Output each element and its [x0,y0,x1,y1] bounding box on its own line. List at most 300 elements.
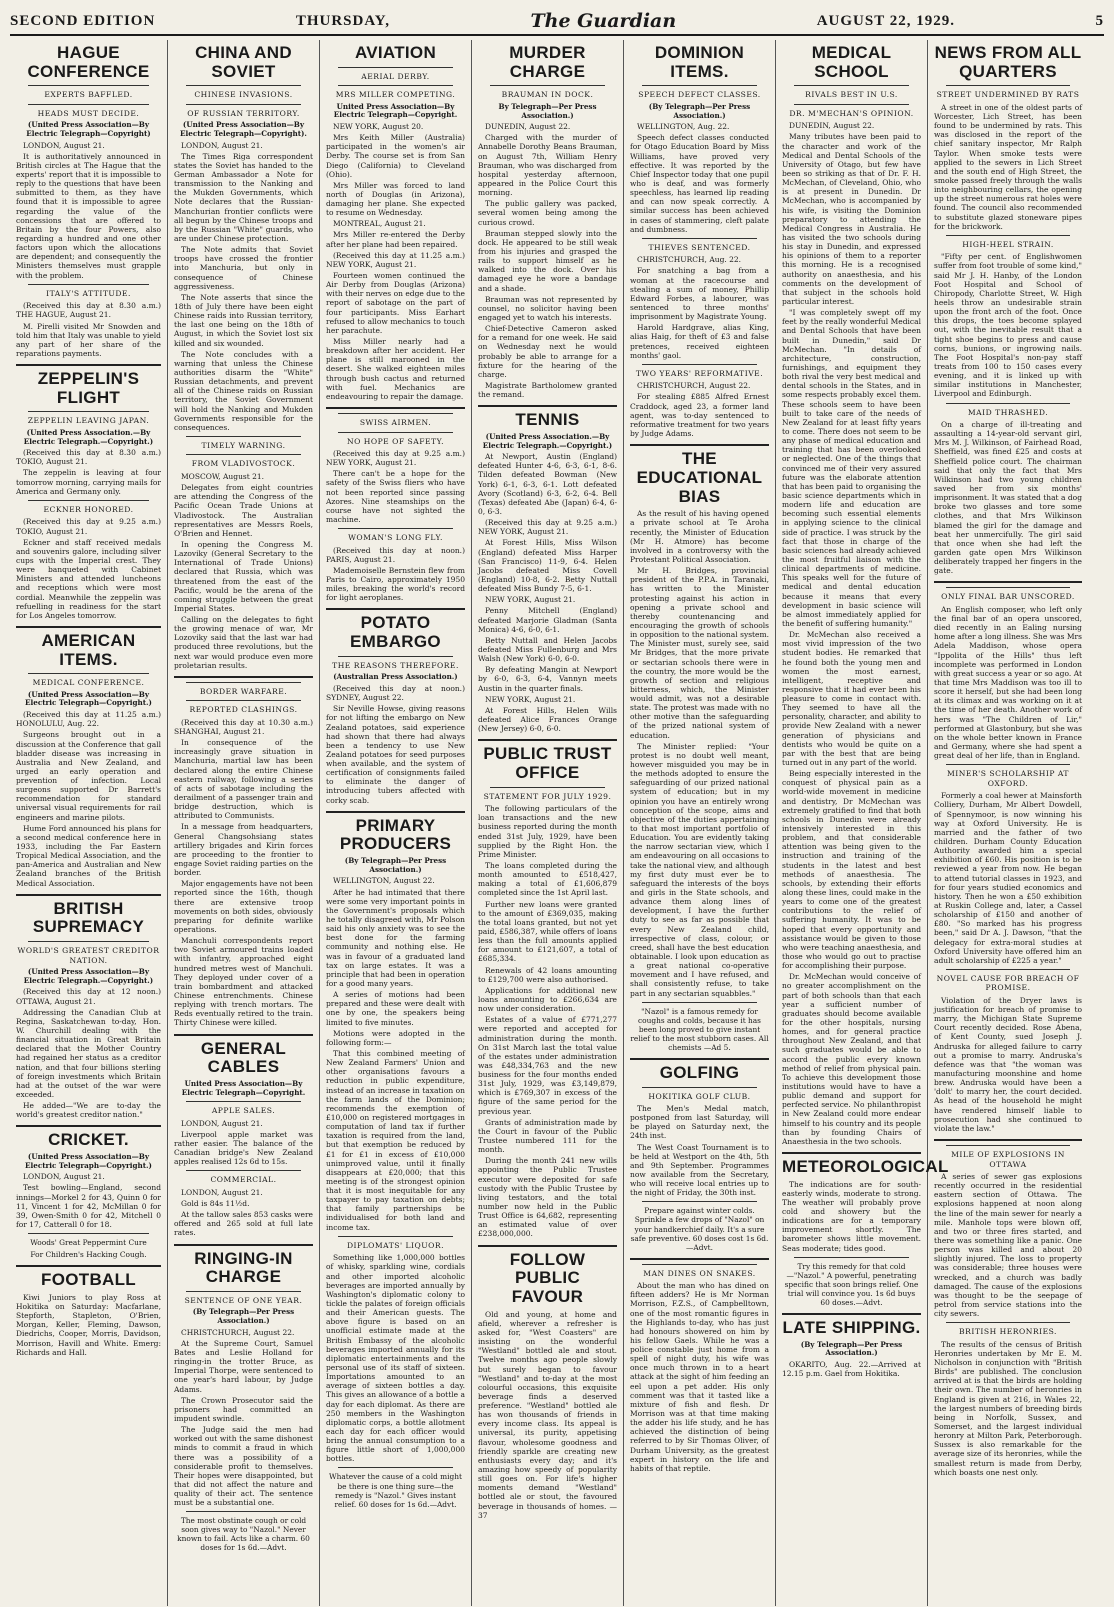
subhead-rule [186,1170,301,1171]
article-subhead: TIMELY WARNING. [201,440,286,450]
article-paragraph: Test bowling—England, second innings—Morkel 2 for 43, Quinn 0 for 11, Vincent 1 for 42, McMillan 0 for 39, Owen-Smith 0 for 42, Mitchell 0 for 17, Catterall 0 for 18. [16,1183,161,1230]
article [934,581,1082,1133]
article-divider [326,608,465,610]
subhead-rule [28,104,149,105]
article-paragraph: A series of sewer gas explosions recently occurred in the residential eastern section of Ottawa. The explosions happened at noon along the line of the main sewer for nearly a mile. Manhole tops were blown off, and two or three fires started, and there was something like a panic. One person was killed and about 20 slightly injured. The loss to property was considerable; three houses were wrecked, and a church was badly damaged. The cause of the explosions was thought to be the seepage of petrol from service stations into the city sewers. [934,1172,1082,1319]
article [478,739,617,1238]
article [782,1313,921,1378]
article-paragraph: Mrs Keith Miller (Australia) participated in the women's air Derby. The course set is from San Diego (California) to Cleveland (Ohio). [326,133,465,179]
article-subhead: ITALY'S ATTITUDE. [46,288,131,298]
subhead-rule [642,364,757,365]
article-subhead: SPEECH DEFECT CLASSES. [638,90,761,100]
article-paragraph: Fourteen women continued the Air Derby from Douglas (Arizona) with their nerves on edge due to the report of sabotage on the part of four participants. Miss Earhart refused to allow mechanics to touch her parachute. [326,271,465,335]
article-paragraph: The Crown Prosecutor said the prisoners had committed an impudent swindle. [174,1395,313,1423]
subhead-rule [946,969,1070,970]
article [16,894,161,1120]
column-3 [320,40,472,1606]
article-paragraph: The loans completed during the month amounted to £518,427, making a total of £1,606,879 completed since the 1st April last. [478,860,617,898]
article-paragraph: MOSCOW, August 21. [181,471,265,481]
article-paragraph: Sir Neville Howse, giving reasons for not lifting the embargo on New Zealand potatoes, said experience had shown that there had always been a tendency to use New Zealand potatoes for seed purposes when available, and the system of certification of consignments failed to eliminate the danger of introducing tubers affected with corky scab. [326,704,465,805]
article [478,44,617,399]
article-paragraph: Applications for additional new loans amounting to £266,634 are now under consideration. [478,985,617,1014]
article-headline: RINGING-IN CHARGE [194,1248,293,1287]
article-divider [630,1058,769,1060]
article-headline: MURDER CHARGE [509,43,586,81]
article-subhead: APPLE SALES. [211,1106,276,1116]
article-paragraph: CHRISTCHURCH, August 22. [637,381,751,391]
advert-rule [642,1002,757,1003]
article-subhead: MRS MILLER COMPETING. [335,90,456,100]
article-subhead: SWISS AIRMEN. [359,418,432,428]
article-paragraph: Betty Nuttall and Helen Jacobs defeated Miss Fullenburg and Mrs Walsh (New York) 6-0, 6-0. [478,635,617,664]
article-subhead: WORLD'S GREATEST CREDITOR NATION. [17,946,160,965]
article [326,407,465,602]
article-paragraph: Formerly a coal hewer at Mainsforth Colliery, Durham, Mr Albert Dowdell, of Spennymoor, is now winning his way at Oxford University. He is married and the father of two children. Durham County Education Authority awarded him a special exhibition of £60. His position is to be reviewed a year from now. He began to attend tutorial classes in 1923, and for four years studied economics and history. Then he won a £50 exhibition at Ruskin College and, later, a Cassel scholarship of £150 and another of £80. "So marked has his progress been," said Dr A. J. Dawson, "that the delegacy for extra-moral studies at Oxford University have offered him an adult scholarship of £225 a year." [934,791,1082,965]
article-paragraph: He added—"We are to-day the world's greatest creditor nation." [16,1101,161,1120]
article-paragraph: The Note concludes with a warning that unless the Chinese authorities disarm the "White" Russian detachments, and prevent all of the Chinese raids on Russian territory, the Soviet Government will hold the Nanking and Mukden Governments responsible for the consequences. [174,349,313,432]
subhead-rule [28,85,149,86]
article-paragraph: For snatching a bag from a woman at the racecourse and stealing a sum of money, Phillip Edward Forbes, a labourer, was sentenced to three months' imprisonment by Magistrate Young. [630,266,769,322]
article-paragraph: The Men's Medal match, postponed from last Saturday, will be played on Saturday next, the 24th inst. [630,1104,769,1141]
article-subhead: RIVALS BEST IN U.S. [805,90,898,100]
advertisement: "Nazol" is a famous remedy for coughs and colds, because it has been long proved to give instant relief to the most stubborn cases. All chemists —Ad 5. [630,1006,769,1052]
article-paragraph: NEW YORK, August 21. [485,694,576,704]
column-2 [168,40,320,1606]
article-headline: POTATO EMBARGO [350,613,441,652]
date-label: AUGUST 22, 1929. [816,12,955,29]
article-subhead: ZEPPELIN LEAVING JAPAN. [27,416,150,426]
article-subhead: NOVEL CAUSE FOR BREACH OF PROMISE. [936,973,1080,993]
article [934,1139,1082,1477]
subhead-rule [642,238,757,239]
article-paragraph: Magistrate Bartholomew granted the remand. [478,380,617,400]
article-paragraph: M. Pirelli visited Mr Snowden and told him that Italy was unable to yield any part of her share of the reparations payments. [16,321,161,358]
article-headline: BRITISH SUPREMACY [32,898,145,937]
article-paragraph: (Received this day at noon.) SYDNEY, August 22. [326,683,465,703]
advertisement: The most obstinate cough or cold soon gives way to "Nazol." Never known to fail. Acts like a charm. 60 doses for 1s 6d.—Advt. [177,1516,310,1553]
article-paragraph: Further new loans were granted to the amount of £369,035, making the total loans granted, but not yet paid, £586,387, while offers of loans less than the full amounts applied for amount to £121,607, a total of £685,334. [478,899,617,964]
article-paragraph: At the tallow sales 853 casks were offered and 265 sold at full late rates. [174,1210,313,1238]
day-label: THURSDAY, [295,12,390,29]
article-paragraph: Mr H. Bridges, provincial president of the P.P.A. in Taranaki, has written to the Minister protesting against his action in opening a private school and thereby countenancing and encouraging the growth of schools in opposition to the national system. The Minister must, surely see, said Mr Bridges, that the more private or sectarian schools there were in the country, the more would be the growth of section and religious bitterness, which, the Minister would admit, was not a desirable state. The protest was made with no other motive than the safeguarding of the prized national system of education. [630,566,769,740]
article-credit: (United Press Association—By Electric Telegraph—Copyright). [180,120,307,138]
article-credit: (By Telegraph—Per Press Association.) [800,1339,903,1358]
article [478,1245,617,1520]
article-headline: AMERICAN ITEMS. [41,630,136,669]
article [630,444,769,1052]
columns [10,40,1104,1606]
article-paragraph: Delegates from eight countries are attending the Congress of the Pacific Ocean Trade Unions at Vladivostock. The Australian representatives are Messrs Roels, O'Brien and Hennet. [174,483,313,538]
article [630,44,769,438]
article-divider [478,1245,617,1247]
article-subhead: EXPERTS BAFFLED. [44,90,133,100]
article [174,44,313,670]
advert-rule [794,1257,909,1258]
article-divider [16,364,161,366]
article-credit: (United Press Association—By Electric Telegraph—Copyright.) [25,1152,152,1170]
article-credit: (United Press Association.—By Electric Telegraph.—Copyright.) [482,431,613,450]
article-paragraph: In consequence of the increasingly grave situation in Manchuria, martial law has been declared along the entire Chinese eastern railway, following a series of acts of sabotage including the derailment of a passenger train and bridge destruction, which is attributed to Communists. [174,738,313,821]
article-headline: CRICKET. [48,1130,129,1150]
subhead-rule [186,700,301,701]
article-divider [174,676,313,678]
article-subhead: CHINESE INVASIONS. [194,90,293,100]
article-subhead: NO HOPE OF SAFETY. [346,436,445,446]
subhead-rule [946,764,1070,765]
advert-rule [186,1511,301,1512]
subhead-rule [28,941,149,942]
article-paragraph: CHRISTCHURCH, August 22. [181,1327,295,1337]
article-paragraph: After he had intimated that there were some very important points in the Government's proposals which he totally disagreed with, Mr Polson said his only anxiety was to see the best done for the farming community and nothing else. He was in favour of a graduated land tax on large estates. It was a principle that had been in operation for a good many years. [326,887,465,988]
article-divider [478,739,617,741]
article-divider [630,444,769,446]
article-paragraph: Mrs Miller was forced to land north of Douglas (in Arizona), damaging her plane. She expected to resume on Wednesday. [326,180,465,218]
article-paragraph: Violation of the Dryer laws is justification for breach of promise to marry, the Michigan State Supreme Court recently decided. Rose Abena, of Kent County, sued Joseph J. Andruska for alleged failure to carry out a promise to marry. Andruska's defence was that "the woman was manufacturing moonshine and home brew. Andruska would have been a 'dolt' to marry her, the court decided. As head of the household he might have rendered himself liable to prosecution had she continued to violate the law." [934,995,1082,1133]
article [16,364,161,620]
article-paragraph: It is authoritatively announced in British circles at The Hague that the experts' report that it is impossible to reply to the questions that have been submitted to them, as they have found that it is impossible to agree regarding the value of the concessions that are offered to Britain by the four Powers, also regarding a hundred and one other factors upon which the allocations are dependent; and consequently the Ministers themselves must grapple with the problem. [16,151,161,280]
article-divider [782,1152,921,1154]
article-paragraph: WELLINGTON, August 22. [333,876,435,886]
article-paragraph: (Received this day at noon.) PARIS, August 21. [326,545,465,564]
article [174,676,313,1028]
article-credit: (United Press Association.—By Electric Telegraph.—Copyright.) [23,427,154,446]
article-paragraph: (Received this day at 8.30 a.m.) TOKIO, August 21. [16,448,161,467]
article-divider [782,1313,921,1315]
article-paragraph: LONDON, August 21. [181,1187,263,1197]
subhead-rule [186,436,301,437]
article-paragraph: Many tributes have been paid to the character and work of the Medical and Dental Schools of the University of Otago, but few have been so striking as that of Dr. F. H. McMechan, of Cleveland, Ohio, who is at present in Dunedin. Dr McMechan, who is accompanied by his wife, is visiting the Dominion preparatory to attending the Medical Congress in Australia. He has visited the two schools during his stay in Dunedin, and expressed his opinions of them to a reporter this morning. He is a recognised authority on anaesthesia, and his comments on the development of that subject in the schools hold particular interest. [782,132,921,307]
advertisement: Try this remedy for that cold—"Nazol." A powerful, penetrating specific that soon brings relief. One trial will convince you. 1s 6d buys 60 doses.—Advt. [784,1261,919,1307]
subhead-rule [186,1101,301,1102]
article-paragraph: (Received this day at 12 noon.) OTTAWA, August 21. [16,987,161,1006]
subhead-rule [642,1087,757,1088]
article-paragraph: MONTREAL, August 21. [333,219,426,229]
article-paragraph: Mrs Miller re-entered the Derby after her plane had been repaired. [326,230,465,249]
column-6 [776,40,949,1606]
article-paragraph: DUNEDIN, August 22. [485,122,571,132]
article-paragraph: NEW YORK, August 20. [333,121,424,131]
article-credit: (By Telegraph—Per Press Association.) [344,856,447,874]
article-subhead: MAID THRASHED. [967,407,1049,417]
advertisement: Woods' Great Peppermint Cure [30,1238,147,1248]
article-paragraph: The indications are for south-easterly winds, moderate to strong. The weather will probably prove cold and showery but the indications are for a temporary improvement shortly. The barometer shows little movement. Seas moderate; tides good. [782,1179,921,1253]
subhead-rule [946,1322,1070,1323]
masthead [10,8,1104,36]
article-paragraph: LONDON, August 21. [181,1118,263,1128]
subhead-rule [794,85,909,86]
article-paragraph: There can't be a hope for the safety of the Swiss fliers who have not been reported since passing Azores. Nine steamships on the course have not sighted the machine. [326,469,465,524]
article [478,405,617,733]
article-headline: THE EDUCATIONAL BIAS [636,449,763,506]
article-paragraph: At Newport, Austin (England) defeated Hunter 4-6, 6-3, 6-1, 8-6. Tilden defeated Bowman (New York) 6-1, 6-3, 6-1. Lott defeated Avory (Scotland) 6-3, 6-2, 6-4. Bell (Texas) defeated Abe (Japan) 6-4, 6-0, 6-3. [478,452,617,517]
article [326,44,465,401]
article-paragraph: "I was completely swept off my feet by the really wonderful Medical and Dental Schools that have been built in Dunedin," said Dr McMechan. "In details of architecture, construction, furnishings, and equipment they both rival the very best medical and dental schools in the States, and in some respects probably excel them. These schools seem to have been built to take care of the needs of New Zealand for at least fifty years to come. There does not seem to be any phase of medical education and training that has been overlooked or neglected. One of the things that convinced me of their very assured future was the elaborate attention that has been paid to organising the basic science departments which in modern life and education are becoming such essential elements in applying science to the clinical side of practice. I was struck by the fact that those in charge of the basic sciences had already achieved the most fruitful liaison with the clinical departments of medicine. This speaks well for the future of medical and dental education because it means that every development in basic science will be almost immediately applied for the benefit of suffering humanity." [782,308,921,628]
column-4 [472,40,624,1606]
article-divider [16,1265,161,1267]
article-headline: GENERAL CABLES [200,1038,287,1077]
article-subhead: ONLY FINAL BAR UNSCORED. [941,592,1075,602]
article-paragraph: The following particulars of the loan transactions and the new business reported during the month ended 31st July, 1929, have been supplied by the Right Hon. the Prime Minister. [478,804,617,859]
article-paragraph: Major engagements have not been reported since the 16th, though there are extensive troop movements on both sides, obviously preparing for definite warlike operations. [174,879,313,934]
article [174,1034,313,1238]
subhead-rule [28,673,149,674]
article-headline: CHINA AND SOVIET [195,43,292,81]
article-subhead: THIEVES SENTENCED. [648,242,751,252]
article-paragraph: DUNEDIN, August 22. [789,121,875,131]
article-paragraph: Chief-Detective Cameron asked for a remand for one week. He said on Wednesday next he would probably be able to arrange for a fixture for the hearing of the charge. [478,324,617,379]
article-paragraph: Speech defect classes conducted for Otago Education Board by Miss Williams, have proved very effective. It was reported by the Chief Inspector today that one pupil who is deaf, and was formerly speechless, has learned lip reading and can now speak correctly. A similar success has been achieved in cases of stammering, cleft palate and dumbness. [630,133,769,234]
article-credit: By Telegraph—Per Press Association.) [498,101,597,120]
article-paragraph: At Forest Hills, Miss Wilson (England) defeated Miss Harper (San Francisco) 11-9, 6-4. Helen Jacobs defeated Miss Covell (England) 10-8, 6-2. Betty Nuttall defeated Miss Bundy 7-5, 6-1. [478,538,617,594]
article-paragraph: (Received this day at 11.25 a.m.) HONOLULU, Aug. 22. [16,710,161,729]
subhead-rule [28,284,149,285]
article-paragraph: That this combined meeting of New Zealand Farmers' Union and other organisations favours a reduction in public expenditure, instead of an increase in taxation on the farm lands of the Dominion; recommends the exemption of £10,000 on registered mortgages in computation of land tax if further taxation is required from the land, but that exemption be reduced by £1 for £1 in excess of £10,000 unimproved value, until it finally disappears at £20,000; that this meeting is of the strongest opinion that it is most inequitable for any taxpayer to pay taxation on debts; that family partnerships be individualised for both land and income tax. [326,1048,465,1232]
article [782,1152,949,1307]
article-paragraph: Renewals of 42 loans amounting to £129,700 were also authorised. [478,965,617,984]
subhead-rule [338,432,453,433]
article-paragraph: The Judge said the men had worked out with the same dishonest minds to commit a fraud in which there was a possibility of a considerable profit to themselves. Their hopes were disappointed, but that did not affect the nature and quality of their act. The sentence must be a substantial one. [174,1425,313,1508]
column-5 [624,40,776,1606]
article-paragraph: (Received this day at 9.25 a.m.) NEW YORK, August 21. [326,448,465,468]
article-headline: NEWS FROM ALL QUARTERS [934,43,1082,81]
article-subhead: BRAUMAN IN DOCK. [501,90,594,100]
article-paragraph: Kiwi Juniors to play Ross at Hokitika on Saturday: Macfarlane, Stepforth, Stapleton, O'Brien, Morgan, Keller, Fleming, Dawson, Diedrichs, Cooper, Morris, Davidson, Morrison, Havill and White. Emerg: Richards and Hall. [16,1292,161,1357]
subhead-rule [338,528,453,529]
article-subhead: MEDICAL CONFERENCE. [32,678,145,688]
article-divider [326,407,465,409]
article-paragraph: Grants of administration made by the Court in favour of the Public Trustee numbered 111 for the month. [478,1117,617,1155]
article-paragraph: Miss Miller nearly had a breakdown after her accident. Her plane is still marooned in the desert. She walked eighteen miles through bush cactus and returned with fuel. Mechanics are endeavouring to repair the damage. [326,337,465,401]
advert-rule [338,1467,453,1468]
article-paragraph: In a message from headquarters, General Changsohsiang states artillery brigades and Kirin forces are proceeding to the frontier to engage Soviet raiding parties on the border. [174,822,313,878]
column-1 [10,40,168,1606]
article-subhead: WOMAN'S LONG FLY. [348,533,443,543]
subhead-rule [946,85,1070,86]
article-paragraph: A street in one of the oldest parts of Worcester, Lich Street, has been found to be undermined by rats. This was disclosed in the report of the chief sanitary inspector, Mr Ralph Taylor. When smoke tests were applied to the sewers in Lich Street and the south end of High Street, the smoke passed freely through the walls into neighbouring cellars, the opening up the street numerous rat holes were found. The council also recommended to substitute glazed stoneware pipes for the brickwork. [934,102,1082,231]
paper-title: The Guardian [530,10,677,32]
article-paragraph: Old and young, at home and afield, wherever a refresher is asked for, "West Coasters" are insisting on the wonderful "Westland" bottled ale and stout. Twelve months ago people slowly but surely began to favour "Westland" and to-day at the most colourful occasions, this exquisite beverage finds a deserved preference. "Westland" bottled ale has won thousands of friends in every income class. Its appeal is universal, its purity, appetising flavour, wholesome goodness and friendly sparkle are creating new enthusiasts every day; and it's amazing how speedy of popularity still goes on. For life's higher moments demand "Westland" bottled ale or stout, the favoured beverage in thousands of homes. —37 [478,1309,617,1520]
subhead-rule [338,413,453,414]
article-paragraph: Dr. McMechan would conceive of no greater accomplishment on the part of both schools than that each year a sufficient number of graduates should become available for the other hospitals, nursing homes, and for general practice throughout New Zealand, and that such graduates would be able to accord the public every known method of relief from physical pain. To achieve this development those institutions would have to have a public demand and support for perfected service. No philanthropist in New Zealand could more endear himself to his country and its people than by founding Chairs of Anaesthesia in the two schools. [782,972,921,1146]
article-paragraph: A series of motions had been prepared and these were dealt with one by one, the speakers being limited to five minutes. [326,990,465,1027]
subhead-rule [946,235,1070,236]
article-subhead: THE REASONS THEREFORE. [332,660,459,670]
article-paragraph: Dr. McMechan also received a most vivid impression of the two student bodies. He remarked that he found both the young men and women the most earnest, intelligent, receptive and responsive that it had ever been his pleasure to come in contact with. They seemed to have all the personality, character, and ability to provide New Zealand with a newer generation of physicians and dentists who would be quite on a par with the best that are being turned out in any part of the world. [782,630,921,768]
subhead-rule [642,1264,757,1265]
article-paragraph: The Note asserts that since the 18th of July there have been eight Chinese raids into Russian territory, the last one being on the 18th of August, in which the Soviet lost six killed and six wounded. [174,292,313,348]
article-headline: PRIMARY PRODUCERS [339,815,452,854]
article-credit: United Press Association—By Electric Telegraph—Copyright. [181,1078,306,1097]
article [174,1244,313,1553]
article-paragraph: At the Supreme Court, Samuel Bates and Leslie Holland for ringing-in the trotter Bruce, as Imperial Thorpe, were sentenced to one year's hard labour, by Judge Adams. [174,1338,313,1394]
article-divider [934,581,1082,583]
article-paragraph: The West Coast Tournament is to be held at Westport on the 4th, 5th and 9th September. Programmes now available from the Secretary, who will receive local entries up to the night of Friday, the 30th inst. [630,1142,769,1198]
article-paragraph: Brauman was not represented by counsel, no solicitor having been engaged yet to watch his interests. [478,294,617,322]
article-paragraph: By defeating Mangin at Newport by 6-0, 6-3, 6-4, Vannyn meets Austin in the quarter finals. [478,665,617,693]
subhead-rule [490,787,605,788]
article-subhead: HEADS MUST DECIDE. [37,108,140,118]
article-headline: FOLLOW PUBLIC FAVOUR [509,1249,586,1306]
article-headline: MEDICAL SCHOOL [811,43,892,81]
article-paragraph: Charged with the murder of Annabelle Dorothy Beans Brauman, on August 7th, William Henry Brauman, who was discharged from hospital yesterday afternoon, appeared in the Police Court this morning. [478,133,617,198]
article-credit: United Press Association—By Electric Telegraph—Copyright. [333,101,458,120]
subhead-rule [642,85,757,86]
article-paragraph: Surgeons brought out in a discussion at the Conference that gall bladder disease was increasing in Australia and New Zealand, and urged an early operation and prevention of infection. Local surgeons supported Dr Barrett's recommendation for standard universal visual requirements for rail engineers and marine pilots. [16,730,161,822]
article-paragraph: Gold is 84s 11½d. [181,1198,250,1208]
subhead-rule [338,656,453,657]
article-divider [326,811,465,813]
article-paragraph: NEW YORK, August 21. [485,595,576,605]
subhead-rule [794,104,909,105]
subhead-rule [338,1236,453,1237]
article-subhead: SENTENCE OF ONE YEAR. [184,1295,303,1305]
article-headline: DOMINION ITEMS. [654,43,745,81]
article-paragraph: Hume Ford announced his plans for a second medical conference here in 1933, including the Far Eastern Tropical Medical Association, and the pan-America and Australian and New Zealand branches of the British Medical Association. [16,823,161,888]
article [934,44,1082,575]
article-paragraph: Penny Mitchell (England) defeated Marjorie Gladman (Santa Monica) 4-6, 6-0, 6-1. [478,606,617,634]
article-paragraph: During the month 241 new wills appointing the Public Trustee executor were deposited for safe custody with the Public Trustee by living testators, and the total number now held in the Public Trust Office is 64,682, representing an estimated value of over £238,000,000. [478,1156,617,1239]
article-credit: (United Press Association—By Electric Telegraph—Copyright) [26,120,151,138]
subhead-rule [186,85,301,86]
article-subhead: AERIAL DERBY. [361,71,430,81]
page-number: 5 [1095,12,1104,29]
article-headline: GOLFING [659,1062,740,1082]
article-subhead: STATEMENT FOR JULY 1929. [483,791,612,801]
article-divider [934,1139,1082,1141]
article-subhead: FROM VLADIVOSTOCK. [191,459,296,469]
article-credit: (United Press Association—By Electric Telegraph.—Copyright.) [23,967,154,985]
article-paragraph: LONDON, August 21. [181,140,263,150]
subhead-rule [946,587,1070,588]
article-paragraph: (Received this day at 11.25 a.m.) NEW YORK, August 21. [326,250,465,269]
article-paragraph: Estates of a value of £771,277 were reported and accepted for administration during the month. On 31st March last the total value of the estates under administration was £48,334,763 and the new business for the four months ended 31st July, 1929, was £3,149,879, which is £769,307 in excess of the figure of the same period for the previous year. [478,1015,617,1116]
article-paragraph: LONDON, August 21. [23,1172,105,1182]
article-paragraph: Addressing the Canadian Club at Regina, Saskatchewan to-day, Hon. W. Churchill dealing with the financial situation in Great Britain declared that the Mother Country had regained her status as a creditor nation, and that four billions sterling of foreign investments which Britain had at the outset of the war were exceeded. [16,1007,161,1099]
article-headline: AVIATION [354,43,437,62]
article-subhead: BORDER WARFARE. [199,686,288,696]
subhead-rule [490,85,605,86]
article-paragraph: The Times Riga correspondent states the Soviet has handed to the German Ambassador a Note for transmission to the Nanking and the Mukden Governments, which Note declares that the Russian-Manchurian frontier conflicts were all begun by the Chinese troops and by the Russian "White" guards, who are under Chinese protection. [174,151,313,244]
article-subhead: DR. M'MECHAN'S OPINION. [789,108,914,118]
article-paragraph: Being especially interested in the conquest of physical pain as a world-wide movement in medicine and dentistry, Dr McMechan was extremely gratified to find that both schools in Dunedin were already intensively interested in this problem, and that considerable attention was being given to the instruction and training of the students in the latest and best methods of anaesthesia. The schools, by extending their efforts along these lines, could make in the years to come one of the greatest contributions to the relief of suffering humanity. It was to be hoped that every opportunity and assistance would be given to those who were teaching anaesthesia, and those who would go out to practise for accomplishing their purpose. [782,769,921,971]
article-paragraph: On a charge of ill-treating and assaulting a 14-year-old servant girl, Mrs M. J. Wilkinson, of Fairhead Road, Sheffield, was fined £25 and costs at Sheffield police court. The chairman said that only the fact that Mrs Wilkinson had two young children saved her from six months' imprisonment. It was stated that a dog broke two glasses and tore some clothes, and that Mrs Wilkinson blamed the girl for the damage and beat her unmercifully. The girl said that once when she had left the garden gate open Mrs Wilkinson deliberately trapped her fingers in the gate. [934,420,1082,576]
article-paragraph: Harold Hardgrave, alias King, alias Haig, for theft of £3 and false pretences, received eighteen months' gaol. [630,323,769,360]
article-paragraph: Motions were adopted in the following form:— [326,1028,465,1047]
article-headline: TENNIS [515,410,580,430]
article [630,1058,769,1252]
article-subhead: TWO YEARS' REFORMATIVE. [635,368,764,378]
subhead-rule [186,682,301,683]
article-paragraph: Calling on the delegates to fight the growing menace of war, Mr Lozoviky said that the last war had produced three revolutions, but the next war would produce even more proletarian results. [174,615,313,670]
article-subhead: HOKITIKA GOLF CLUB. [648,1091,751,1101]
article-subhead: MILE OF EXPLOSIONS IN OTTAWA [951,1150,1065,1169]
article-subhead: DIPLOMATS' LIQUOR. [346,1240,445,1250]
article-paragraph: In opening the Congress M. Lazoviky (General Secretary to the International of Trade Unions) declared that Russia, which was threatened from the east of the Pacific, would be the arena of the coming struggle between the great Imperial States. [174,539,313,613]
article-paragraph: The Note admits that Soviet troops have crossed the frontier into Manchuria, but only in consequence of Chinese aggressiveness. [174,245,313,291]
article [326,811,465,1509]
subhead-rule [946,1145,1070,1146]
article-subhead: COMMERCIAL. [210,1175,277,1185]
advertisement: Whatever the cause of a cold might be there is one thing sure—the remedy is "Nazol." Gives instant relief. 60 doses for 1s 6d.—Advt. [329,1472,462,1509]
article-paragraph: At Forest Hills, Helen Wills defeated Alice Frances Orange (New Jersey) 6-0, 6-0. [478,705,617,734]
article-paragraph: Eckner and staff received medals and souvenirs galore, including silver cups with the Imperial crest. They were banqueted with Cabinet Ministers and attended luncheons and receptions which were most cordial. Meanwhile the zeppelin was refuelling in readiness for the start for Los Angeles tomorrow. [16,537,161,620]
article-subhead: BRITISH HERONRIES. [959,1327,1057,1337]
subhead-rule [28,500,149,501]
article-headline: LATE SHIPPING. [782,1317,921,1337]
article-subhead: MAN DINES ON SNAKES. [643,1268,756,1278]
article-credit: (By Telegraph—Per Press Association.) [648,101,751,120]
article-paragraph: The zeppelin is leaving at four tomorrow morning, carrying mails for America and Germany only. [16,468,161,496]
subhead-rule [186,104,301,105]
article-paragraph: CHRISTCHURCH, Aug. 22. [637,255,742,265]
article-paragraph: An English composer, who left only the final bar of an opera unscored, died recently in an Ealing nursing home after a long illness. She was Mrs Adela Maddison, whose opera "Ippolita of the Hills" thus left incomplete was performed in London with great success a year or so ago. At that time Mrs Maddison was too ill to score it herself, but she had been long at its climax and was working on it at the time of her death. Another work of hers was "The Children of Lir," performed at Glastonbury, but she was on the whole better known in France and Germany, where she had spent a great deal of her life, than in England. [934,604,1082,761]
article-headline: METEOROLOGICAL [782,1156,949,1176]
article-paragraph: The public gallery was packed, several women being among the curious crowd. [478,199,617,227]
article-paragraph: For stealing £885 Alfred Ernest Craddock, aged 23, a former land agent, was to-day sentenced to reformative treatment for two years by Judge Adams. [630,392,769,439]
article-divider [478,405,617,407]
article-paragraph: Mademoiselle Bernstein flew from Paris to Cairo, approximately 1950 miles, breaking the world's record for light aeroplanes. [326,565,465,603]
article-paragraph: Manchuli correspondents report two Soviet armoured trains loaded with infantry, approached eight hundred metres west of Manchuli. They deployed under cover of a train bombardment and attacked Chinese entrenchments. Chinese replying with trench mortars. The Reds eventually retired to the train. Thirty Chinese were killed. [174,936,313,1028]
article-divider [16,626,161,628]
article-paragraph: Something like 1,000,000 bottles of whisky, sparkling wine, cordials and other imported alcoholic beverages are imported annually by Washington's diplomatic colony to tickle the palates of foreign officials and their American guests. The above figure is based on an unofficial estimate made at the British Embassy of the alcoholic beverages imported annually for its diplomatic entertainments and the personal use of its staff of sixteen. Importations amounted to an average of sixteen bottles a day. This gives an allowance of a bottle a day for each diplomat. As there are 250 members in the Washington diplomatic corps, a bottle allotment each day for each officer would bring the annual consumption to a figure little short of 1,000,000 bottles. [326,1253,465,1464]
article-divider [174,1244,313,1246]
advertisement: Prepare against winter colds. Sprinkle a few drops of "Nazol" on your handkerchief daily. It's a sure safe preventive. 60 doses cost 1s 6d.—Advt. [630,1206,769,1252]
article-paragraph: (Received this day at 9.25 a.m.) TOKIO, August 21. [16,517,161,536]
article-credit: (Australian Press Association.) [333,672,458,682]
article-divider [16,894,161,896]
subhead-rule [186,1291,301,1292]
article-paragraph: As the result of his having opened a private school at Te Aroha recently, the Minister of Education (Mr H. Atmore) has become involved in a controversy with the Protestant Political Association. [630,509,769,564]
advert-rule [28,1233,149,1234]
article-credit: (United Press Association—By Electric Telegraph—Copyright.) [25,689,152,708]
article [16,1125,161,1259]
article [630,1258,769,1473]
article [16,626,161,888]
column-7 [928,40,1088,1606]
article-subhead: STREET UNDERMINED BY RATS [936,90,1080,100]
article-paragraph: Brauman stepped slowly into the dock. He appeared to be still weak from his injuries and grasped the rails to support himself as he walked into the dock. Over his damaged eye he wore a bandage and a shade. [478,228,617,293]
article-paragraph: (Received this day at 9.25 a.m.) NEW YORK, August 21. [478,518,617,537]
article-paragraph: "Fifty per cent. of Englishwomen suffer from foot trouble of some kind," said Mr J. H. Hanby, of the London Foot Hospital and School of Chiropody, Charlotte Street, W. High heels throw an undesirable strain upon the front arch of the foot. Once this drops, the toes become splayed out, with the inevitable result that a tight shoe begins to press and cause corns, bunions, or ingrowing nails. The Foot Hospital's non-pay staff treats from 100 to 150 cases every evening, and it is linked up with similar institutions in Manchester, Liverpool and Edinburgh. [934,252,1082,399]
article-paragraph: (Received this day at 8.30 a.m.) THE HAGUE, August 21. [16,301,161,320]
advert-rule [642,1201,757,1202]
article-headline: HAGUE CONFERENCE [27,43,150,81]
article-paragraph: The Minister replied: "Your protest is no doubt well meant, however misguided you may be in the methods adopted to ensure the safeguarding of our prized national system of education; but in my opinion you have an entirely wrong conception of the scope, aims and objective of the duties appertaining to that most important portfolio of Education. You are evidently taking the narrow sectarian view, which I am endeavouring on all occasions to take the national view, and although my first duty must ever be to safeguard the interests of the boys and girls in the State schools, and advance them along lines of development, I have the further duty to see as far as possible that every New Zealand child, irrespective of class, colour, or creed, shall have the best education obtainable. I look upon education as a great national co-operative movement and I have refused, and shall consistently refuse, to take part in any sectarian squabbles." [630,741,769,998]
article-divider [16,1125,161,1127]
article-subhead: REPORTED CLASHINGS. [189,705,298,715]
article [326,608,465,804]
article-subhead: MINER'S SCHOLARSHIP AT OXFORD. [947,769,1069,788]
subhead-rule [338,67,453,68]
subhead-rule [28,411,149,412]
article-paragraph: OKARITO, Aug. 22.—Arrived at 12.15 p.m. Gael from Hokitika. [782,1359,921,1379]
article [16,44,161,358]
article [16,1265,161,1357]
subhead-rule [186,454,301,455]
advertisement: For Children's Hacking Cough. [30,1250,147,1260]
article-paragraph: LONDON, August 21. [23,140,105,150]
article-paragraph: About the man who has dined on fifteen adders? He is Mr Norman Morrison, F.Z.S., of Campbelltown, one of the most romantic figures in the Highlands to-day, who has just had honours showered on him by his fellow Gaels. While he was a police constable just home from a spell of night duty, his wife was once much thrown in to a heart attack at the sight of him feeding an eel upon a pet adder. His only comment was that it tasted like a mixture of fish and flesh. Dr Morrison was at that time making the adder his life study, and he has achieved the distinction of being referred to by Sir Thomas Oliver, of Durham University, as the greatest expert in history on the life and habits of that reptile. [630,1281,769,1473]
article-divider [174,1034,313,1036]
article-paragraph: The results of the census of British Heronries undertaken by Mr E. M. Nicholson in conjunction with "British Birds" are published. The conclusion arrived at is that the birds are holding their own. The number of heronries in England is given at 216, in Wales 22, the largest numbers of breeding birds being in Norfolk, Sussex, and Somerset, and the largest individual heronry at Milton Park, Peterborough. Sussex is also remarkable for the average size of its heronries, while the smallest return is made from Derby, which boasts one nest only. [934,1339,1082,1477]
article-credit: (By Telegraph—Per Press Association.) [192,1307,295,1326]
article-paragraph: WELLINGTON, Aug. 22. [637,122,730,132]
article-headline: PUBLIC TRUST OFFICE [483,744,612,782]
article-divider [630,1258,769,1260]
article [782,44,921,1146]
article-headline: ZEPPELIN'S FLIGHT [37,369,140,407]
article-subhead: HIGH-HEEL STRAIN. [962,239,1054,249]
